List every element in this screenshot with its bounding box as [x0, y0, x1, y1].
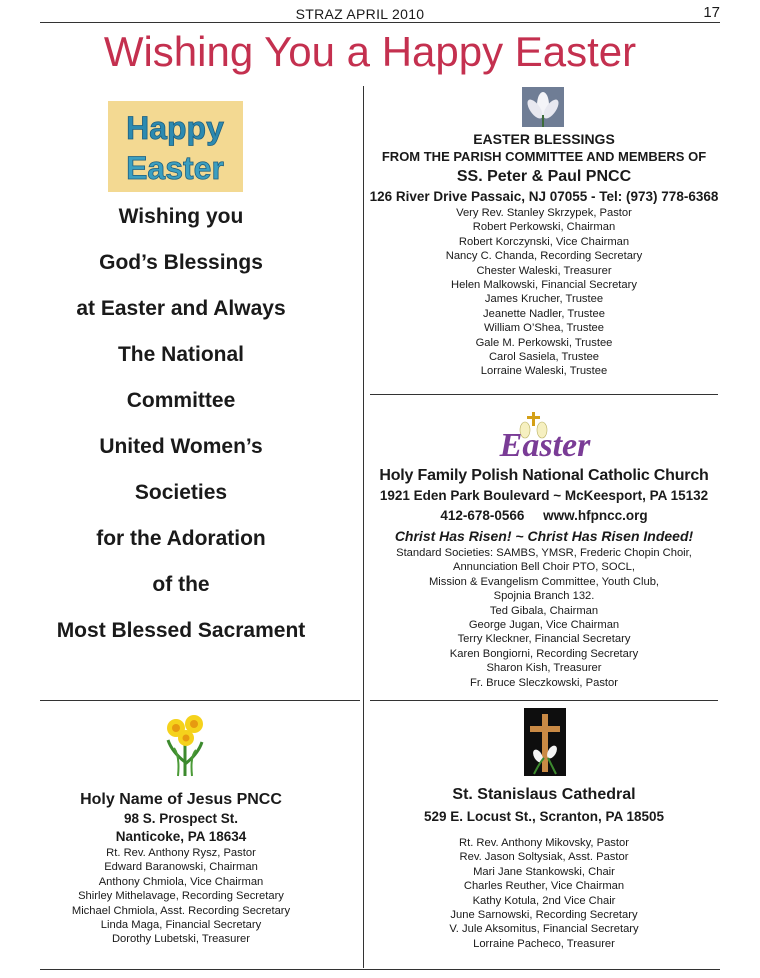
church-motto: Christ Has Risen! ~ Christ Has Risen Indeed!	[394, 528, 694, 544]
greeting-line: Wishing you	[118, 205, 244, 228]
roster-line: Gale M. Perkowski, Trustee	[475, 336, 613, 349]
roster-line: Lorraine Waleski, Trustee	[480, 365, 608, 378]
left-middle-divider	[40, 700, 360, 701]
church-address-street: 98 S. Prospect St.	[123, 811, 239, 826]
roster-line: Mission & Evangelism Committee, Youth Club,	[428, 575, 660, 588]
church-contact: 412-678-0566 www.hfpncc.org	[440, 508, 648, 523]
roster-line: Jeanette Nadler, Trustee	[483, 307, 605, 320]
roster-line: Charles Reuther, Vice Chairman	[463, 880, 625, 893]
greeting-line: United Women’s	[99, 435, 263, 458]
publication-name: STRAZ APRIL 2010	[295, 6, 425, 22]
header-rule	[40, 22, 720, 23]
roster-line: Mari Jane Stankowski, Chair	[473, 865, 615, 878]
parish-address: 126 River Drive Passaic, NJ 07055 - Tel: (973) 778-6368	[369, 189, 719, 204]
cathedral-address: 529 E. Locust St., Scranton, PA 18505	[423, 809, 665, 824]
roster-line: Rev. Jason Soltysiak, Asst. Pastor	[459, 851, 629, 864]
greeting-line: of the	[152, 573, 210, 596]
holy-family-section	[368, 466, 720, 690]
roster-line: Dorothy Lubetski, Treasurer	[111, 933, 251, 946]
church-name: Holy Family Polish National Catholic Church	[379, 467, 709, 484]
roster-line: Edward Baranowski, Chairman	[104, 861, 258, 874]
greeting-line: at Easter and Always	[76, 297, 286, 320]
roster-line: June Sarnowski, Recording Secretary	[450, 909, 638, 922]
bottom-rule	[40, 969, 720, 970]
cross-lily-icon	[524, 708, 566, 776]
roster-line: Robert Korczynski, Vice Chairman	[458, 235, 630, 248]
daffodil-icon	[160, 712, 210, 778]
lily-icon	[522, 87, 564, 127]
left-greeting	[20, 200, 342, 660]
holy-name-section	[30, 790, 332, 947]
roster-line: William O’Shea, Trustee	[484, 322, 604, 335]
roster-line: George Jugan, Vice Chairman	[468, 619, 620, 632]
roster-line: Kathy Kotula, 2nd Vice Chair	[472, 894, 616, 907]
greeting-line: Societies	[134, 481, 228, 504]
roster-line: Standard Societies: SAMBS, YMSR, Frederic Chopin Choir,	[396, 547, 692, 559]
roster-line: Rt. Rev. Anthony Mikovsky, Pastor	[459, 837, 629, 849]
roster-line: Karen Bongiorni, Recording Secretary	[449, 647, 639, 660]
roster-line: Michael Chmiola, Asst. Recording Secretary	[71, 904, 291, 917]
greeting-line: The National	[117, 343, 244, 366]
roster-line: Linda Maga, Financial Secretary	[100, 919, 262, 932]
church-name: Holy Name of Jesus PNCC	[80, 791, 282, 808]
happy-easter-image	[108, 101, 243, 192]
roster-line: Lorraine Pacheco, Treasurer	[473, 937, 615, 950]
center-divider	[363, 86, 364, 968]
roster-line: V. Jule Aksomitus, Financial Secretary	[449, 923, 639, 936]
page-title: Wishing You a Happy Easter	[103, 28, 637, 75]
roster-line: Helen Malkowski, Financial Secretary	[451, 279, 637, 292]
svg-text:Happy: Happy	[126, 110, 224, 146]
greeting-line: for the Adoration	[96, 527, 266, 550]
parish-name: SS. Peter & Paul PNCC	[456, 168, 632, 185]
page-number: 17	[703, 4, 720, 21]
roster-line: Sharon Kish, Treasurer	[486, 662, 602, 675]
greeting-line: Most Blessed Sacrament	[56, 619, 306, 642]
church-address-city: Nanticoke, PA 18634	[115, 829, 247, 844]
roster-line: Terry Kleckner, Financial Secretary	[457, 633, 631, 646]
roster-line: Annunciation Bell Choir PTO, SOCL,	[453, 561, 635, 574]
roster-line: Anthony Chmiola, Vice Chairman	[98, 875, 264, 888]
right-top-divider	[370, 394, 718, 395]
roster-line: Robert Perkowski, Chairman	[472, 221, 616, 234]
ss-peter-paul-section	[368, 130, 720, 379]
right-middle-divider	[370, 700, 718, 701]
church-address: 1921 Eden Park Boulevard ~ McKeesport, PA 15132	[379, 488, 709, 503]
roster-line: James Krucher, Trustee	[484, 293, 604, 306]
greeting-line: God’s Blessings	[99, 251, 263, 274]
roster-line: Chester Waleski, Treasurer	[476, 264, 612, 277]
roster-line: Ted Gibala, Chairman	[489, 604, 599, 617]
roster-line: Carol Sasiela, Trustee	[488, 351, 600, 364]
svg-text:Easter: Easter	[499, 427, 591, 462]
roster-line: Fr. Bruce Sleczkowski, Pastor	[470, 676, 618, 689]
roster-line: Shirley Mithelavage, Recording Secretary	[78, 890, 284, 903]
easter-logo-icon	[492, 410, 598, 462]
greeting-line: Committee	[126, 389, 236, 412]
roster-line: Spojnia Branch 132.	[493, 590, 595, 603]
svg-text:Easter: Easter	[126, 150, 224, 186]
st-stanislaus-section	[368, 784, 720, 951]
roster-line: Rt. Rev. Anthony Rysz, Pastor	[106, 847, 256, 859]
roster-line: Very Rev. Stanley Skrzypek, Pastor	[456, 207, 632, 219]
easter-blessings-heading: EASTER BLESSINGS	[473, 131, 615, 147]
cathedral-name: St. Stanislaus Cathedral	[452, 786, 636, 803]
roster-line: Nancy C. Chanda, Recording Secretary	[445, 250, 643, 263]
parish-committee-heading: FROM THE PARISH COMMITTEE AND MEMBERS OF	[381, 149, 707, 164]
